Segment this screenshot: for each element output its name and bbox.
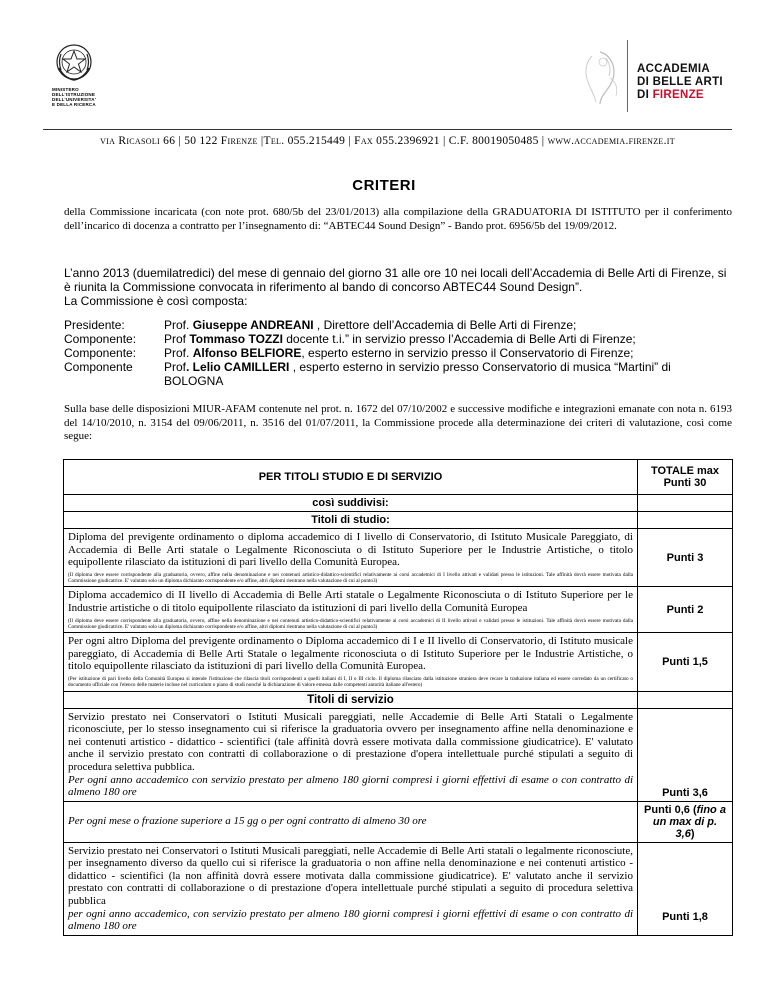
footnote: (Per istituzione di pari livello della Comunità Europea si intende l'istituzione che rilascia titoli corrispondenti a quelli italiani di I, II o III ciclo. Il diploma rilasciato dalla istituzione straniera deve recare la traduzione italiana ed essere corredato da un certificato o documento ufficiale con l'elenco delle materie incluse nel curriculum o piano di studi nonché la dichiarazione di valore emessa dalle competenti autorità italiane all'estero) bbox=[68, 675, 633, 689]
table-header-total: TOTALE max Punti 30 bbox=[638, 460, 733, 495]
commission-member: Componente: Prof. Alfonso BELFIORE, esperto esterno in servizio presso il Conservatorio di Firenze; bbox=[64, 346, 634, 360]
footnote: (Il diploma deve essere corrispondente alla graduatoria, ovvero, affine nella denominazione e nei contenuti artistico-didattico-scientifici relativamente ai corsi accademici di II livello attivati e validati presso le istituzioni. Tale affinità dovrà essere motivata dalla Commissione giudicatrice. E' valutato solo un diploma dichiarato corrispondente e/o affine, altri diplomi rientrano nella valutazione di cui al punto3) bbox=[68, 617, 633, 630]
composition-line: La Commissione è così composta: bbox=[64, 294, 248, 308]
academy-divider bbox=[627, 40, 628, 112]
table-row: Servizio prestato nei Conservatori o Istituti Musicali pareggiati, nelle Accademie di Belle Arti Statali o Legalmente riconosciute, per lo stesso insegnamento cui si riferisce la graduatoria ovvero per insegnamento affine nella denominazione e nei contenuti artistico - didattico - scientifici (tale affinità dovrà essere motivata dalla commissione giudicatrice). E' valutato anche il servizio prestato con contratti di collaborazione o di prestazione d'opera intellettuale purché stipulati a seguito di procedura selettiva pubblica. Per ogni anno accademico con servizio prestato per almeno 180 giorni compresi i giorni effettivi di esame o con contratto di almeno 180 ore Punti 3,6 bbox=[64, 708, 733, 801]
italian-republic-emblem-icon bbox=[54, 42, 94, 82]
commission-list bbox=[64, 318, 732, 388]
meeting-paragraph: L’anno 2013 (duemilatredici) del mese di gennaio del giorno 31 alle ore 10 nei locali dell’Accademia di Belle Arti di Firenze, si è riunita la Commissione convocata in riferimento al bando di concorso ABTEC44 Sound Design”. La Commissione è così composta: bbox=[64, 266, 732, 308]
points-cell: Punti 1,5 bbox=[638, 633, 733, 691]
letterhead bbox=[0, 0, 768, 147]
header-rule bbox=[43, 129, 732, 130]
points-cell: Punti 0,6 (fino a un max di p. 3,6) bbox=[638, 801, 733, 842]
ministry-label: MINISTERO DELL'ISTRUZIONE DELL'UNIVERSITA' E DELLA RICERCA bbox=[52, 87, 97, 107]
academy-name: ACCADEMIA DI BELLE ARTI DI FIRENZE bbox=[637, 63, 723, 101]
commission-member: Componente: Prof Tommaso TOZZI docente t.i.” in servizio presso l’Accademia di Belle Arti di Firenze; bbox=[64, 332, 636, 346]
table-row: Diploma del previgente ordinamento o diploma accademico di I livello di Conservatorio, di Istituto Musicale Pareggiato, di Accademia di Belle Arti statale o Legalmente Riconosciuta o di Istituto Superiore per le Industrie Artistiche, o titolo equipollente rilasciato da istituzioni di pari livello della Comunità Europea. (Il diploma deve essere corrispondente alla graduatoria, ovvero, affine nella denominazione e nei contenuti artistico-didattico-scientifici relativamente ai corsi accademici di I livello attivati e validati presso le istituzioni. Tale affinità dovrà essere motivata dalla Commissione giudicatrice. E' valutato solo un diploma dichiarato corrispondente e/o affine, altri diplomi rientrano nella valutazione di cui al punto3) Punti 3 bbox=[64, 529, 733, 587]
points-cell: Punti 1,8 bbox=[638, 842, 733, 935]
commission-member: Componente Prof. Lelio CAMILLERI , esperto esterno in servizio presso Conservatorio di musica “Martini” di BOLOGNA bbox=[64, 360, 671, 388]
table-row: Diploma accademico di II livello di Accademia di Belle Arti statale o Legalmente Riconosciuta o di Istituto Superiore per le Industrie artistiche o di titolo equipollente rilasciato da istituzioni di pari livello della Comunità Europea (Il diploma deve essere corrispondente alla graduatoria, ovvero, affine nella denominazione e nei contenuti artistico-didattico-scientifici relativamente ai corsi accademici di II livello attivati e validati presso le istituzioni. Tale affinità dovrà essere motivata dalla Commissione giudicatrice. E' valutato solo un diploma dichiarato corrispondente e/o affine, altri diplomi rientrano nella valutazione di cui al punto3) Punti 2 bbox=[64, 587, 733, 633]
subdivided-label: così suddivisi: bbox=[64, 495, 638, 512]
table-row: Per ogni altro Diploma del previgente ordinamento o Diploma accademico di I e II livello di Conservatorio, di Istituto musicale pareggiato, di Accademia di Belle Arti Statale o legalmente riconosciuta o di Istituto Superiore per le Industrie Artistiche, o titolo equipollente rilasciato da istituzioni di pari livello della Comunità Europea. (Per istituzione di pari livello della Comunità Europea si intende l'istituzione che rilascia titoli corrispondenti a quelli italiani di I, II o III ciclo. Il diploma rilasciato dalla istituzione straniera deve recare la traduzione italiana ed essere corredato da un certificato o documento ufficiale con l'elenco delle materie incluse nel curriculum o piano di studi nonché la dichiarazione di valore emessa dalle competenti autorità italiane all'estero) Punti 1,5 bbox=[64, 633, 733, 691]
intro-paragraph: della Commissione incaricata (con note prot. 680/5b del 23/01/2013) alla compilazione della GRADUATORIA DI ISTITUTO per il conferimento dell’incarico di docenza a contratto per l’insegnamento di: “ABTEC44 Sound Design” - Bando prot. 6956/5b del 19/09/2012. bbox=[64, 206, 732, 232]
points-cell: Punti 3 bbox=[638, 529, 733, 587]
service-titles-heading: Titoli di servizio bbox=[64, 691, 638, 708]
table-row: Servizio prestato nei Conservatori o Istituti Musicali pareggiati, nelle Accademie di Belle Arti statali o legalmente riconosciute, per insegnamento diverso da quello cui si riferisce la graduatoria o non affine nella denominazione e nei contenuti artistico - didattico - scientifici (la non affinità dovrà essere motivata dalla commissione giudicatrice). E' valutato anche il servizio prestato con contratti di collaborazione o di prestazione d'opera intellettuale purché stipulati a seguito di procedura selettiva pubblica per ogni anno accademico, con servizio prestato per almeno 180 giorni compresi i giorni effettivi di esame o con contratto di almeno 180 ore Punti 1,8 bbox=[64, 842, 733, 935]
address-line: via Ricasoli 66 | 50 122 Firenze |Tel. 055.215449 | Fax 055.2396921 | C.F. 80019050485 | www.accademia.firenze.it bbox=[100, 135, 675, 147]
academy-city: FIRENZE bbox=[652, 89, 704, 101]
commission-member: Presidente: Prof. Giuseppe ANDREANI , Direttore dell’Accademia di Belle Arti di Firenze; bbox=[64, 318, 577, 332]
points-cell: Punti 3,6 bbox=[638, 708, 733, 801]
footnote: (Il diploma deve essere corrispondente alla graduatoria, ovvero, affine nella denominazione e nei contenuti artistico-didattico-scientifici relativamente ai corsi accademici di I livello attivati e validati presso le istituzioni. Tale affinità dovrà essere motivata dalla Commissione giudicatrice. E' valutato solo un diploma dichiarato corrispondente e/o affine, altri diplomi rientrano nella valutazione di cui al punto3) bbox=[68, 571, 633, 585]
academy-sculpture-logo-icon bbox=[570, 48, 622, 106]
miur-paragraph: Sulla base delle disposizioni MIUR-AFAM contenute nel prot. n. 1672 del 07/10/2002 e successive modifiche e integrazioni emanate con nota n. 6193 del 14/10/2010, n. 3154 del 09/06/2011, n. 3516 del 01/07/2011, la Commissione procede alla determinazione dei criteri di valutazione, così come segue: bbox=[64, 403, 732, 443]
study-titles-heading: Titoli di studio: bbox=[64, 512, 638, 529]
criteria-table bbox=[63, 459, 733, 936]
points-cell: Punti 2 bbox=[638, 587, 733, 633]
table-row: Per ogni mese o frazione superiore a 15 gg o per ogni contratto di almeno 30 ore Punti 0,6 (fino a un max di p. 3,6) bbox=[64, 801, 733, 842]
table-header-left: PER TITOLI STUDIO E DI SERVIZIO bbox=[64, 460, 638, 495]
document-title: CRITERI bbox=[352, 177, 416, 194]
